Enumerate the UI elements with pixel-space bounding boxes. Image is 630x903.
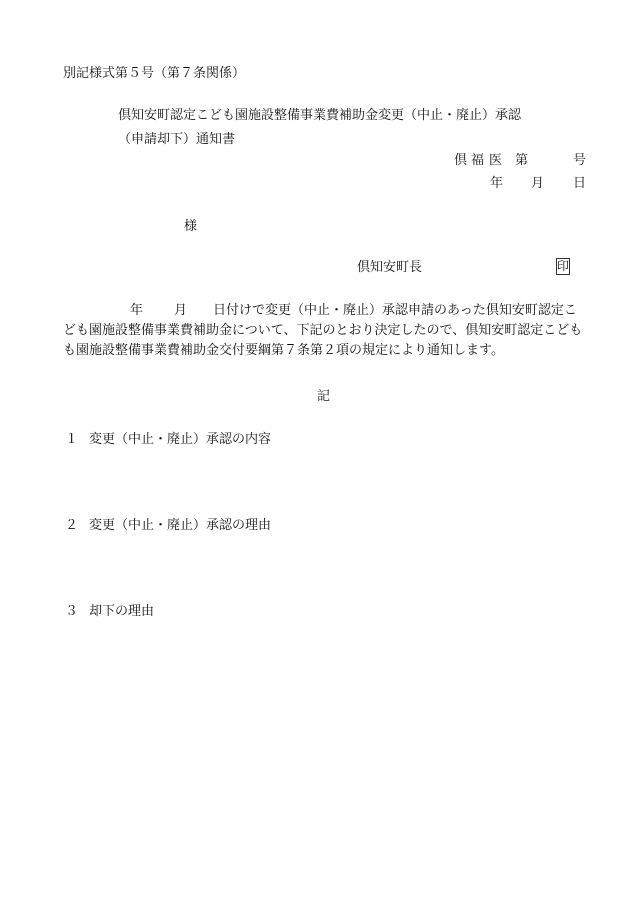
body-line3-text: も園施設整備事業費補助金交付要綱第７条第２項の規定により通知します。 [63, 343, 504, 358]
section-number: １ [65, 432, 79, 447]
doc-number-part: 医 [489, 153, 503, 168]
body-month: 月 [174, 303, 188, 318]
body-line2-text: ども園施設整備事業費補助金について、下記のとおり決定したので、倶知安町認定こども [63, 323, 583, 338]
form-label: 別記様式第５号（第７条関係） [63, 66, 246, 81]
ki-heading: 記 [317, 389, 331, 404]
notice-body [63, 303, 587, 357]
section-label: 変更（中止・廃止）承認の内容 [89, 432, 272, 447]
section-label: 却下の理由 [89, 604, 155, 619]
document-title-line2: （申請却下）通知書 [118, 132, 236, 147]
body-year: 年 [130, 303, 144, 318]
section-number: ３ [65, 604, 79, 619]
doc-number-part: 号 [573, 153, 587, 168]
doc-number-part: 第 [515, 153, 529, 168]
document-date [490, 176, 586, 192]
seal-mark: 印 [557, 259, 570, 273]
date-day: 日 [573, 176, 587, 191]
date-month: 月 [531, 176, 545, 191]
recipient-honorific: 様 [184, 219, 198, 234]
section-number: ２ [65, 518, 79, 533]
document-title-line1: 倶知安町認定こども園施設整備事業費補助金変更（中止・廃止）承認 [118, 108, 522, 123]
doc-number-part: 倶 [454, 153, 468, 168]
date-year: 年 [490, 176, 504, 191]
section-label: 変更（中止・廃止）承認の理由 [89, 518, 272, 533]
document-number [454, 153, 586, 169]
issuer-name: 倶知安町長 [357, 260, 423, 275]
body-line1-text: 日付けで変更（中止・廃止）承認申請のあった倶知安町認定こ [213, 303, 577, 318]
doc-number-part: 福 [471, 153, 485, 168]
